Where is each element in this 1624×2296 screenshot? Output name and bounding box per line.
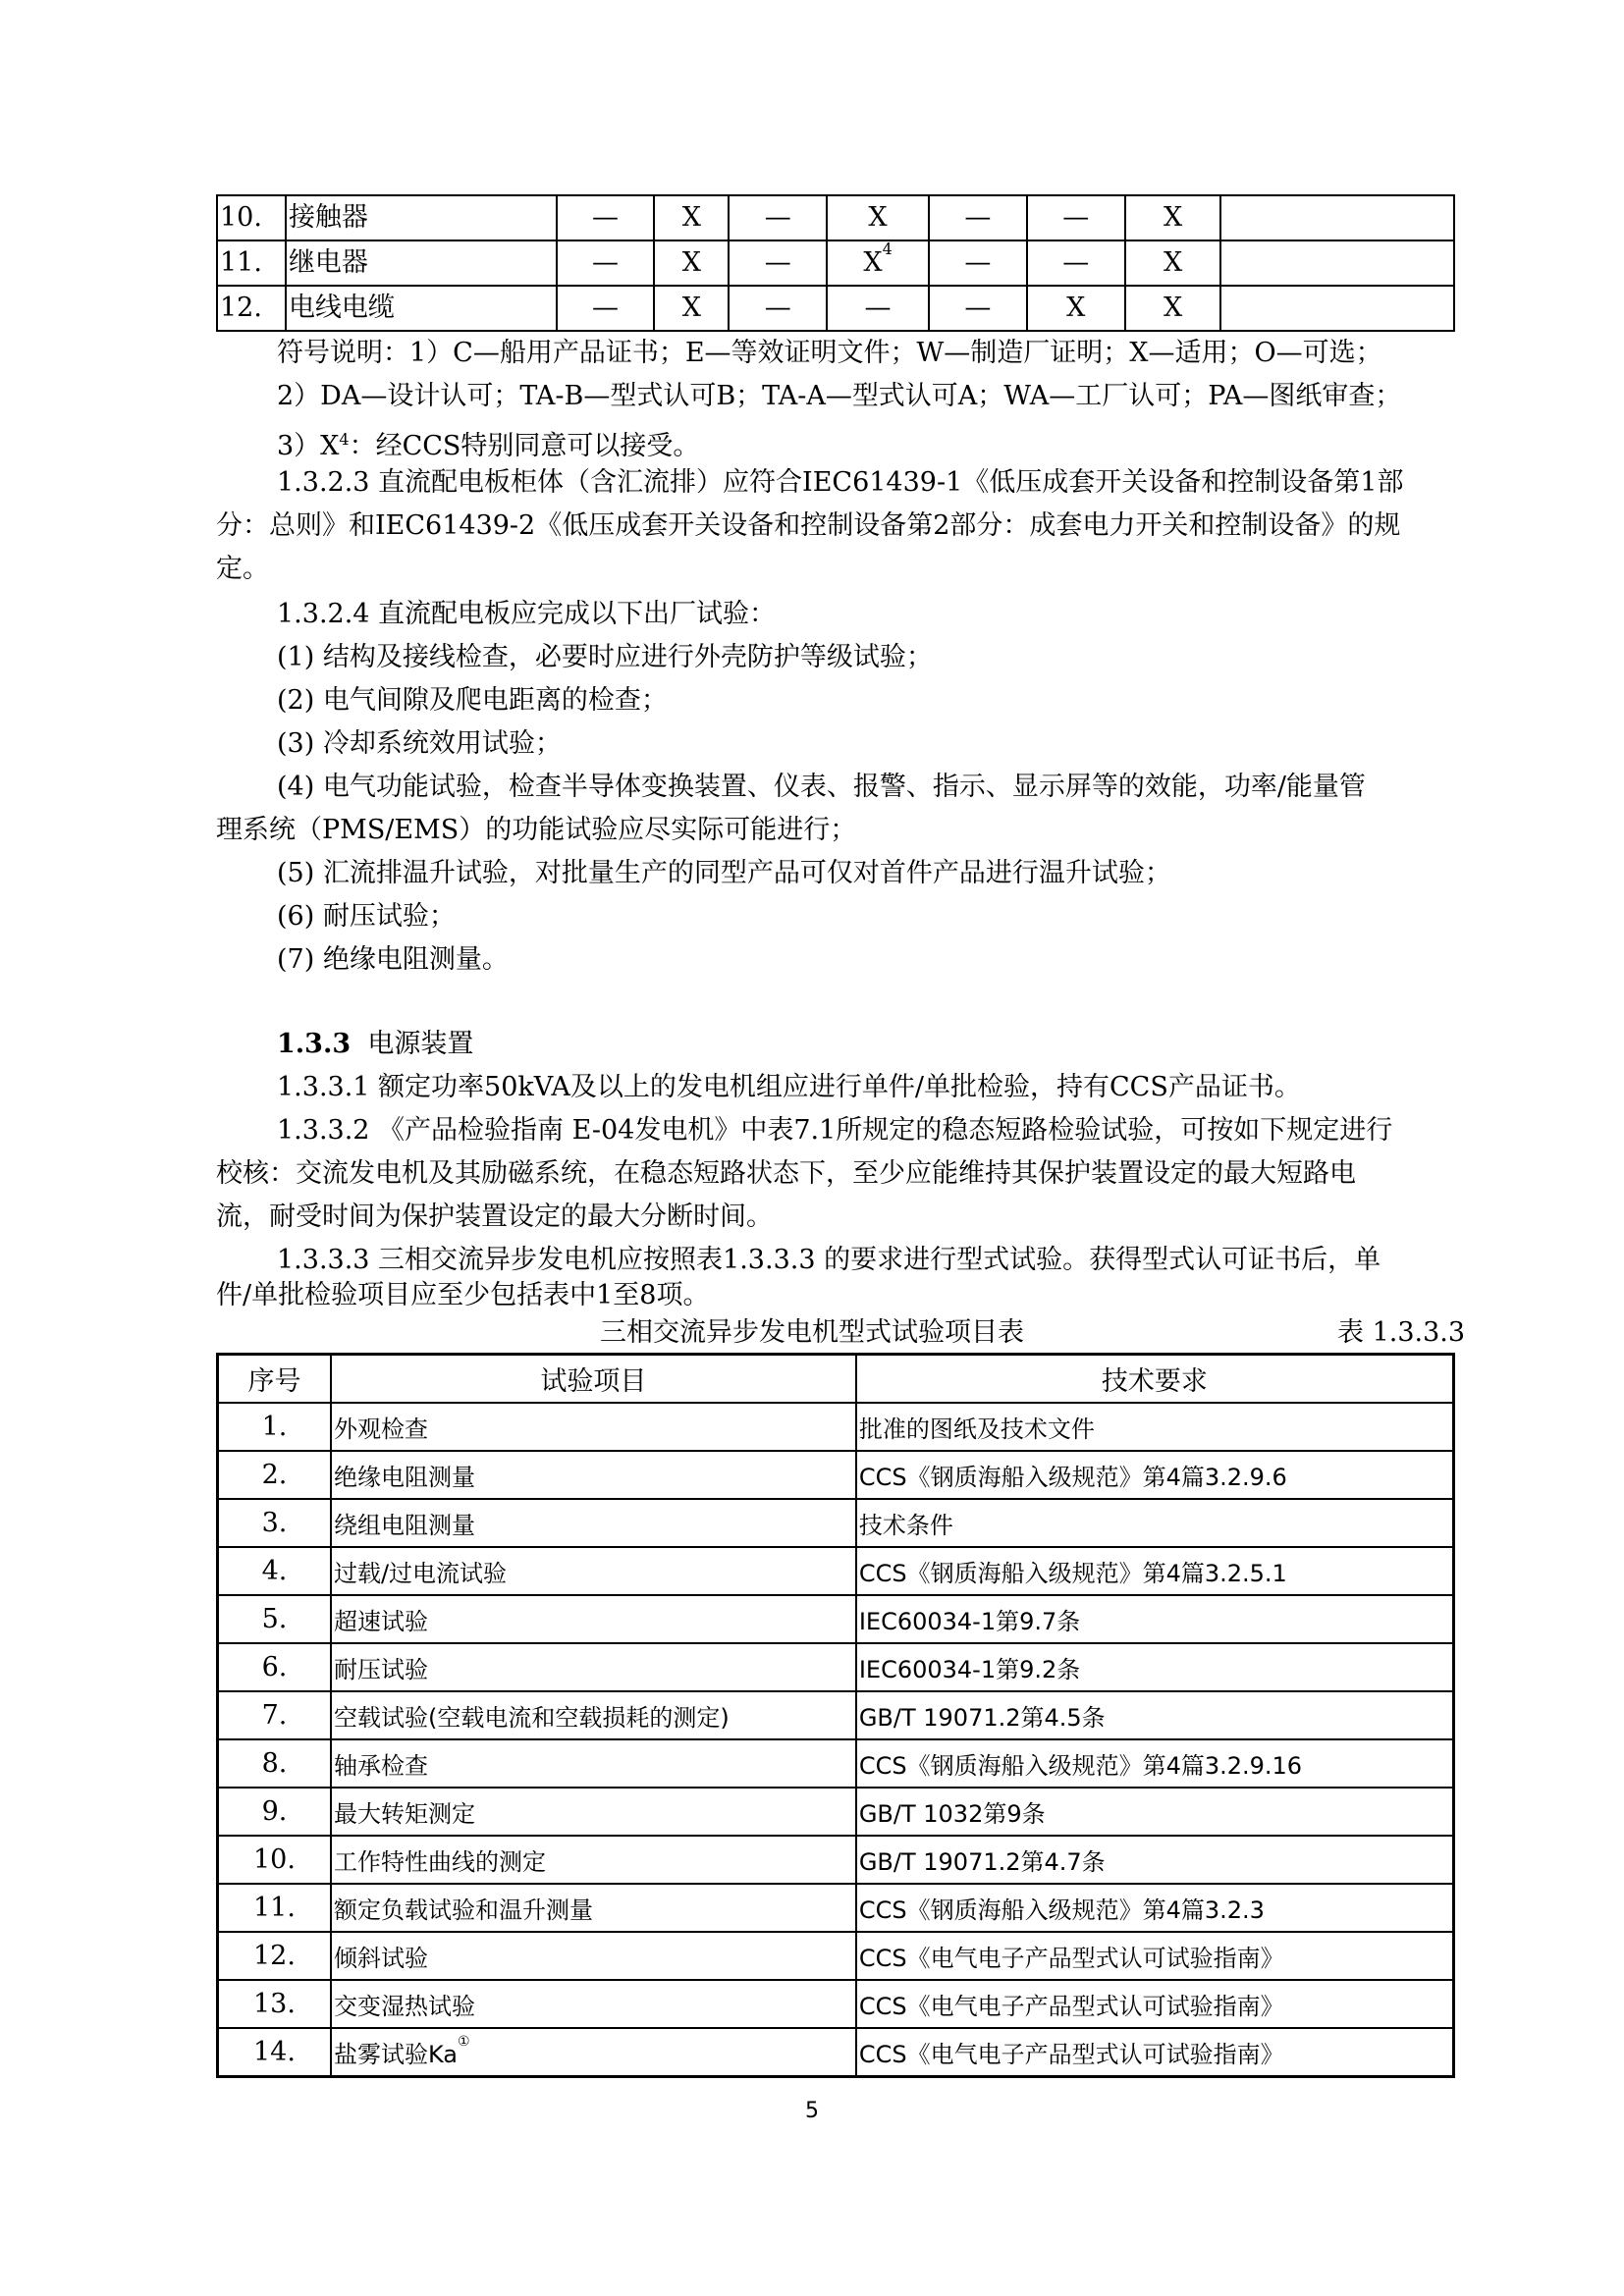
list-item: (3) 冷却系统效用试验；	[277, 728, 562, 759]
test-item: 工作特性曲线的测定	[331, 1836, 856, 1884]
row-index: 5.	[218, 1595, 331, 1643]
test-item: 倾斜试验	[331, 1932, 856, 1980]
test-item: 空载试验(空载电流和空载损耗的测定)	[331, 1691, 856, 1739]
table-row	[218, 1691, 1454, 1739]
cell	[1220, 286, 1454, 331]
table-row	[218, 1932, 1454, 1980]
symbol-note-line-2: 2）DA—设计认可；TA-B—型式认可B；TA-A—型式认可A；WA—工厂认可；PA—图纸审查；	[277, 381, 1402, 411]
table-row	[217, 286, 1454, 331]
row-number: 12.	[217, 286, 286, 331]
column-header: 技术要求	[856, 1355, 1454, 1404]
table-number: 表 1.3.3.3	[1337, 1317, 1466, 1348]
table-row	[218, 1643, 1454, 1691]
list-item: (4) 电气功能试验，检查半导体变换装置、仪表、报警、指示、显示屏等的效能，功率/能量管	[277, 772, 1366, 802]
list-item: (2) 电气间隙及爬电距离的检查；	[277, 685, 668, 716]
cell: X	[1125, 195, 1221, 240]
test-item: 交变湿热试验	[331, 1980, 856, 2028]
table-row	[218, 1547, 1454, 1595]
row-index: 14.	[218, 2028, 331, 2077]
table-row	[218, 2028, 1454, 2077]
table-row	[218, 1788, 1454, 1836]
row-index: 10.	[218, 1836, 331, 1884]
superscript: 4	[339, 430, 350, 449]
table-row	[218, 1884, 1454, 1932]
technical-requirement: IEC60034-1第9.7条	[856, 1595, 1454, 1643]
row-number: 10.	[217, 195, 286, 240]
technical-requirement: GB/T 19071.2第4.5条	[856, 1691, 1454, 1739]
test-item	[331, 2028, 856, 2077]
test-item: 绝缘电阻测量	[331, 1451, 856, 1499]
cell: —	[929, 240, 1027, 286]
row-index: 8.	[218, 1739, 331, 1788]
cell: —	[827, 286, 929, 331]
cell: —	[557, 286, 655, 331]
paragraph-1323-line-3: 定。	[216, 554, 269, 584]
superscript: 4	[882, 240, 893, 258]
table-row	[218, 1595, 1454, 1643]
row-number: 11.	[217, 240, 286, 286]
section-title: 电源装置	[367, 1029, 474, 1059]
cell-text: X	[863, 247, 883, 278]
paragraph-1323-line-2: 分：总则》和IEC61439-2《低压成套开关设备和控制设备第2部分：成套电力开关和控制设备》的规	[216, 510, 1401, 541]
paragraph-1332-line-3: 流，耐受时间为保护装置设定的最大分断时间。	[216, 1201, 773, 1232]
cell: —	[729, 195, 827, 240]
cell	[1220, 195, 1454, 240]
note-text: 3）X	[277, 431, 340, 461]
paragraph-1323-line-1: 1.3.2.3 直流配电板柜体（含汇流排）应符合IEC61439-1《低压成套开关设备和控制设备第1部	[277, 467, 1404, 498]
table-row	[218, 1980, 1454, 2028]
test-item: 耐压试验	[331, 1643, 856, 1691]
technical-requirement: CCS《钢质海船入级规范》第4篇3.2.3	[856, 1884, 1454, 1932]
cell: —	[557, 195, 655, 240]
row-index: 13.	[218, 1980, 331, 2028]
column-header: 序号	[218, 1355, 331, 1404]
cell: X	[654, 240, 729, 286]
technical-requirement: CCS《钢质海船入级规范》第4篇3.2.9.6	[856, 1451, 1454, 1499]
table-row	[218, 1739, 1454, 1788]
row-index: 11.	[218, 1884, 331, 1932]
table-row	[218, 1499, 1454, 1547]
list-item: (5) 汇流排温升试验，对批量生产的同型产品可仅对首件产品进行温升试验；	[277, 858, 1171, 888]
test-item: 轴承检查	[331, 1739, 856, 1788]
row-index: 2.	[218, 1451, 331, 1499]
technical-requirement: CCS《电气电子产品型式认可试验指南》	[856, 1980, 1454, 2028]
row-index: 1.	[218, 1403, 331, 1451]
row-index: 6.	[218, 1643, 331, 1691]
paragraph-1324-intro: 1.3.2.4 直流配电板应完成以下出厂试验：	[277, 599, 777, 629]
list-item: (6) 耐压试验；	[277, 901, 456, 932]
technical-requirement: IEC60034-1第9.2条	[856, 1643, 1454, 1691]
test-item: 外观检查	[331, 1403, 856, 1451]
paragraph-1331: 1.3.3.1 额定功率50kVA及以上的发电机组应进行单件/单批检验，持有CCS产品证书。	[277, 1072, 1301, 1102]
test-item: 超速试验	[331, 1595, 856, 1643]
cell: —	[929, 286, 1027, 331]
test-item: 绕组电阻测量	[331, 1499, 856, 1547]
symbol-note-line-3	[277, 420, 699, 466]
table-row	[218, 1836, 1454, 1884]
cell: X	[654, 195, 729, 240]
table-row	[217, 195, 1454, 240]
technical-requirement: CCS《电气电子产品型式认可试验指南》	[856, 2028, 1454, 2077]
table-caption: 三相交流异步发电机型式试验项目表	[600, 1317, 1024, 1348]
product-name: 电线电缆	[286, 286, 557, 331]
technical-requirement: 技术条件	[856, 1499, 1454, 1547]
paragraph-1332-line-2: 校核：交流发电机及其励磁系统，在稳态短路状态下，至少应能维持其保护装置设定的最大短路电	[216, 1158, 1356, 1189]
row-index: 3.	[218, 1499, 331, 1547]
table-row	[218, 1451, 1454, 1499]
cell: —	[929, 195, 1027, 240]
cell	[827, 240, 929, 286]
cell: —	[1027, 195, 1125, 240]
section-heading	[277, 1025, 473, 1064]
technical-requirement: GB/T 19071.2第4.7条	[856, 1836, 1454, 1884]
table-row	[217, 240, 1454, 286]
row-index: 4.	[218, 1547, 331, 1595]
product-certificate-table	[216, 194, 1455, 332]
list-item: (7) 绝缘电阻测量。	[277, 944, 509, 975]
cell: X	[1125, 286, 1221, 331]
list-item: (1) 结构及接线检查，必要时应进行外壳防护等级试验；	[277, 642, 933, 672]
technical-requirement: 批准的图纸及技术文件	[856, 1403, 1454, 1451]
column-header: 试验项目	[331, 1355, 856, 1404]
paragraph-1333-line-1: 1.3.3.3 三相交流异步发电机应按照表1.3.3.3 的要求进行型式试验。获得型式认可证书后，单	[277, 1245, 1381, 1275]
paragraph-1333-line-2: 件/单批检验项目应至少包括表中1至8项。	[216, 1280, 710, 1310]
test-item: 额定负载试验和温升测量	[331, 1884, 856, 1932]
type-test-table	[216, 1353, 1455, 2078]
table-header-row	[218, 1355, 1454, 1404]
technical-requirement: CCS《钢质海船入级规范》第4篇3.2.9.16	[856, 1739, 1454, 1788]
table-row	[218, 1403, 1454, 1451]
symbol-note-line-1: 符号说明：1）C—船用产品证书；E—等效证明文件；W—制造厂证明；X—适用；O—可选；	[277, 338, 1382, 368]
technical-requirement: CCS《钢质海船入级规范》第4篇3.2.5.1	[856, 1547, 1454, 1595]
cell: —	[1027, 240, 1125, 286]
cell: —	[557, 240, 655, 286]
cell	[1220, 240, 1454, 286]
product-name: 继电器	[286, 240, 557, 286]
product-name: 接触器	[286, 195, 557, 240]
cell: X	[827, 195, 929, 240]
test-item-text: 盐雾试验Ka	[333, 2041, 458, 2068]
test-item: 过载/过电流试验	[331, 1547, 856, 1595]
test-item: 最大转矩测定	[331, 1788, 856, 1836]
page-number: 5	[805, 2099, 819, 2123]
cell: X	[654, 286, 729, 331]
technical-requirement: CCS《电气电子产品型式认可试验指南》	[856, 1932, 1454, 1980]
list-item-continuation: 理系统（PMS/EMS）的功能试验应尽实际可能进行；	[216, 815, 857, 845]
section-number: 1.3.3	[277, 1029, 352, 1059]
technical-requirement: GB/T 1032第9条	[856, 1788, 1454, 1836]
paragraph-1332-line-1: 1.3.3.2 《产品检验指南 E-04发电机》中表7.1所规定的稳态短路检验试验，可按如下规定进行	[277, 1115, 1393, 1146]
cell: —	[729, 240, 827, 286]
row-index: 12.	[218, 1932, 331, 1980]
row-index: 9.	[218, 1788, 331, 1836]
row-index: 7.	[218, 1691, 331, 1739]
cell: X	[1125, 240, 1221, 286]
footnote-marker: ①	[458, 2034, 470, 2050]
cell: X	[1027, 286, 1125, 331]
cell: —	[729, 286, 827, 331]
note-text: ：经CCS特别同意可以接受。	[349, 431, 700, 461]
